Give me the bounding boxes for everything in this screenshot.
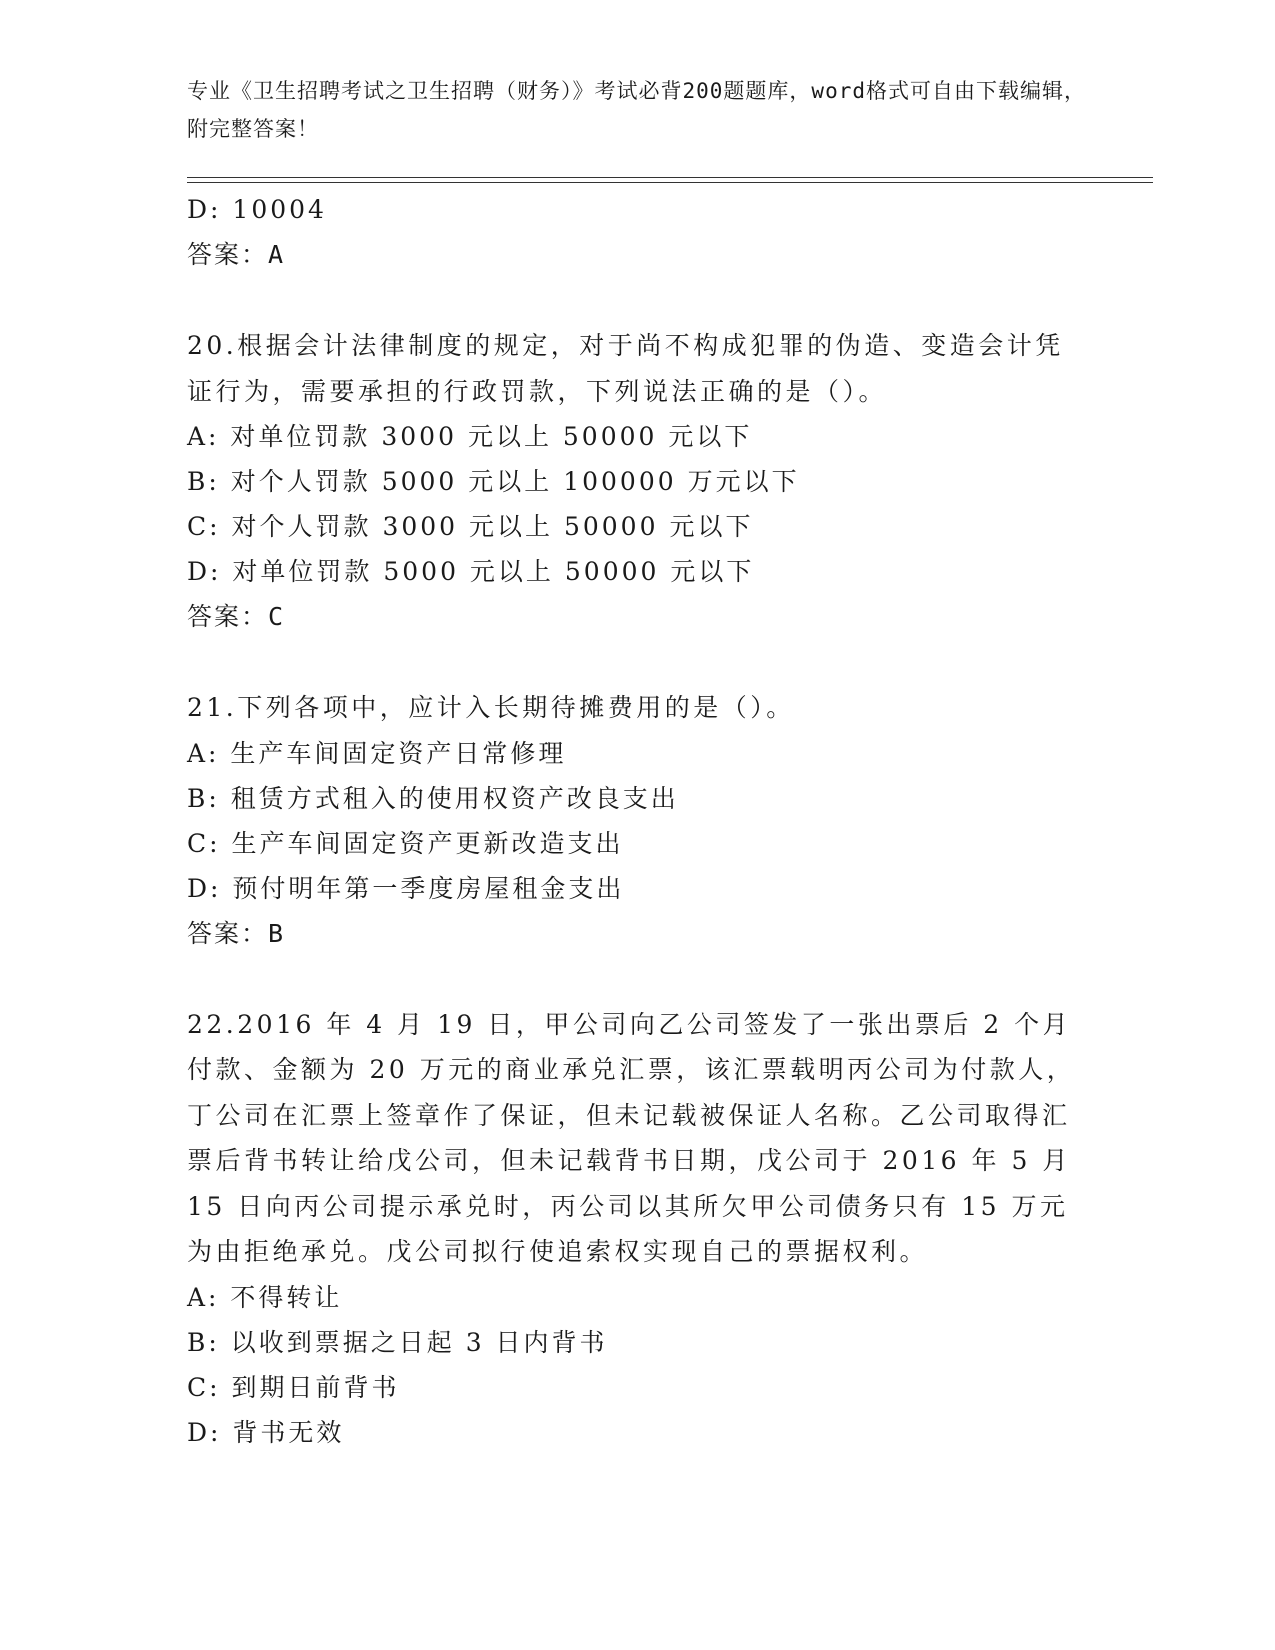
option-c: C: 到期日前背书	[187, 1372, 400, 1402]
spacer	[187, 639, 1087, 685]
option-d: D: 预付明年第一季度房屋租金支出	[187, 873, 625, 903]
document-body	[187, 187, 1087, 1455]
answer: 答案：B	[187, 918, 286, 948]
document-header: 专业《卫生招聘考试之卫生招聘（财务）》考试必背200题题库，word格式可自由下载编辑，附完整答案！	[187, 79, 1086, 141]
option-b: B: 租赁方式租入的使用权资产改良支出	[187, 783, 679, 813]
question-text: 22.2016 年 4 月 19 日，甲公司向乙公司签发了一张出票后 2 个月付款、金额为 20 万元的商业承兑汇票，该汇票载明丙公司为付款人，丁公司在汇票上签章作了保证，但未记载被保证人名称。乙公司取得汇票后背书转让给戊公司，但未记载背书日期，戊公司于 2016 年 5 月 15 日向丙公司提示承兑时，丙公司以其所欠甲公司债务只有 15 万元为由拒绝承兑。戊公司拟行使追索权实现自己的票据权利。	[187, 1009, 1076, 1266]
question-text: 21.下列各项中，应计入长期待摊费用的是（）。	[187, 693, 795, 722]
option-a: A: 对单位罚款 3000 元以上 50000 元以下	[187, 422, 753, 451]
option-b: B: 对个人罚款 5000 元以上 100000 万元以下	[187, 467, 800, 496]
question-20	[187, 323, 1087, 639]
spacer	[187, 277, 1087, 323]
prev-answer: 答案：A	[187, 240, 286, 269]
spacer	[187, 956, 1087, 1002]
option-a: A: 不得转让	[187, 1282, 343, 1312]
answer: 答案：C	[187, 602, 286, 631]
option-d: D: 对单位罚款 5000 元以上 50000 元以下	[187, 557, 755, 586]
option-a: A: 生产车间固定资产日常修理	[187, 738, 567, 768]
header-rule-bottom	[187, 182, 1153, 183]
header-rule-top	[187, 177, 1153, 178]
question-22	[187, 1002, 1087, 1455]
option-c: C: 对个人罚款 3000 元以上 50000 元以下	[187, 512, 754, 541]
option-c: C: 生产车间固定资产更新改造支出	[187, 828, 624, 858]
option-d: D: 背书无效	[187, 1417, 345, 1447]
option-b: B: 以收到票据之日起 3 日内背书	[187, 1327, 608, 1357]
question-text: 20.根据会计法律制度的规定，对于尚不构成犯罪的伪造、变造会计凭证行为，需要承担的行政罚款，下列说法正确的是（）。	[187, 331, 1064, 406]
prev-option-d: D: 10004	[187, 195, 327, 224]
question-21	[187, 685, 1087, 956]
